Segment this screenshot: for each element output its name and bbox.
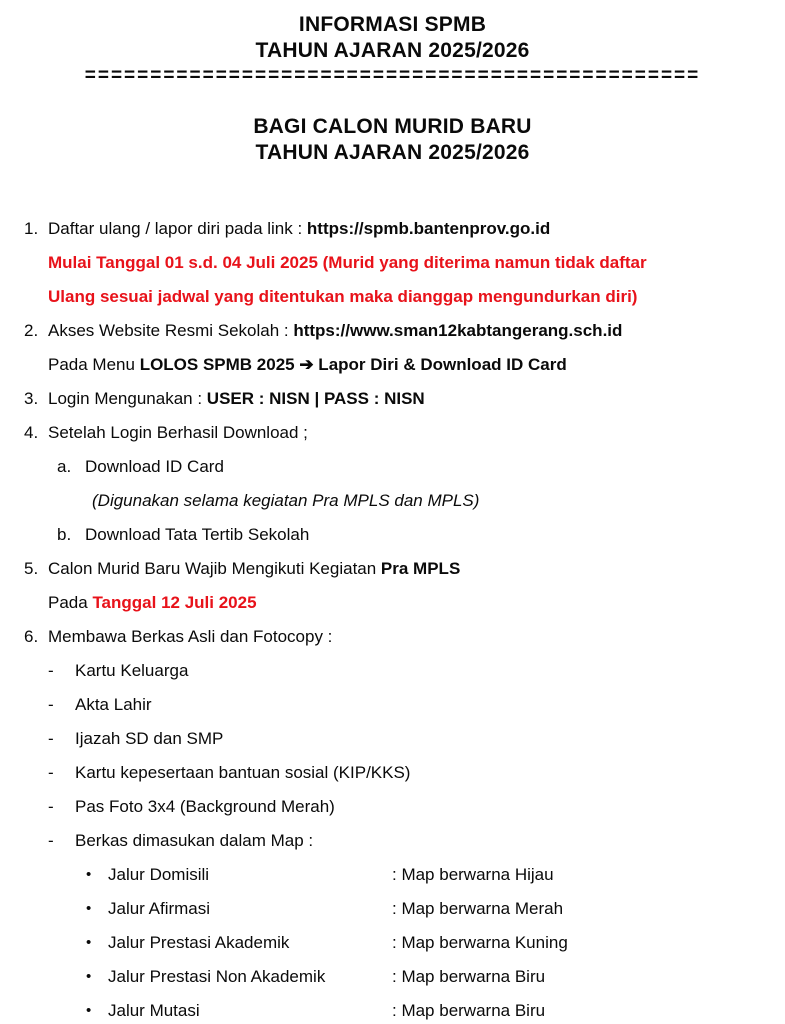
circle-bullet: • <box>86 866 92 883</box>
item-number-spacer <box>24 348 48 382</box>
sub-item-label: b. <box>57 525 72 544</box>
document-list-item <box>0 722 785 756</box>
warning-text-line2: Ulang sesuai jadwal yang ditentukan maka dianggap mengundurkan diri) <box>48 287 638 306</box>
map-route-label: Jalur Domisili <box>108 865 210 884</box>
subtitle-line2: TAHUN AJARAN 2025/2026 <box>255 141 530 164</box>
circle-bullet: • <box>86 900 92 917</box>
document-item-text: Kartu Keluarga <box>75 661 189 680</box>
list-item-5-line2 <box>0 586 785 620</box>
map-color-value: : Map berwarna Biru <box>392 1001 546 1020</box>
document-list-item <box>0 790 785 824</box>
document-list-item <box>0 756 785 790</box>
item5-event: Pra MPLS <box>380 559 461 578</box>
sub-item-4b-text: Download Tata Tertib Sekolah <box>85 525 310 544</box>
item2-menu-lead: Pada Menu <box>48 355 140 374</box>
item-text <box>48 348 785 382</box>
item5-date: Tanggal 12 Juli 2025 <box>92 593 257 612</box>
item3-lead: Login Mengunakan : <box>48 389 207 408</box>
map-color-value: : Map berwarna Hijau <box>392 865 554 884</box>
item4-lead: Setelah Login Berhasil Download ; <box>48 423 308 442</box>
document-item-text: Pas Foto 3x4 (Background Merah) <box>75 797 335 816</box>
item-number: 4. <box>24 423 39 442</box>
document-item-text: Kartu kepesertaan bantuan sosial (KIP/KKS) <box>75 763 411 782</box>
item-text <box>48 586 785 620</box>
list-item-4a <box>0 450 785 484</box>
item-number: 6. <box>24 627 39 646</box>
document-list-item <box>0 688 785 722</box>
document-title-line2: TAHUN AJARAN 2025/2026 <box>255 39 530 62</box>
item3-credentials: USER : NISN | PASS : NISN <box>206 389 425 408</box>
document-list-item <box>0 824 785 858</box>
item-number-spacer <box>24 246 48 280</box>
dash-bullet: - <box>48 831 54 850</box>
circle-bullet: • <box>86 1002 92 1019</box>
info-list <box>0 212 785 1024</box>
list-item-2 <box>0 314 785 348</box>
document-title-line1: INFORMASI SPMB <box>298 13 487 36</box>
item-number: 5. <box>24 559 39 578</box>
map-color-value: : Map berwarna Biru <box>392 967 546 986</box>
dash-bullet: - <box>48 797 54 816</box>
item-number-spacer <box>24 280 48 314</box>
map-color-row <box>0 858 785 892</box>
list-item-5 <box>0 552 785 586</box>
item-number-spacer <box>24 586 48 620</box>
map-color-row <box>0 960 785 994</box>
document-item-text: Ijazah SD dan SMP <box>75 729 224 748</box>
item-text <box>48 212 785 246</box>
document-item-text: Berkas dimasukan dalam Map : <box>75 831 314 850</box>
document-list-item <box>0 654 785 688</box>
item1-link: https://spmb.bantenprov.go.id <box>306 219 551 238</box>
list-item-6 <box>0 620 785 654</box>
map-route-label: Jalur Prestasi Non Akademik <box>108 967 326 986</box>
map-color-row <box>0 994 785 1024</box>
item5-lead: Calon Murid Baru Wajib Mengikuti Kegiatan <box>48 559 381 578</box>
item5-date-lead: Pada <box>48 593 93 612</box>
list-item-4 <box>0 416 785 450</box>
item-text <box>48 382 785 416</box>
subtitle-line1: BAGI CALON MURID BARU <box>253 115 532 138</box>
dash-bullet: - <box>48 661 54 680</box>
item-number: 1. <box>24 219 39 238</box>
item2-lead: Akses Website Resmi Sekolah : <box>48 321 294 340</box>
map-color-row <box>0 926 785 960</box>
list-item-4b <box>0 518 785 552</box>
item-text <box>48 314 785 348</box>
item-text <box>48 552 785 586</box>
dash-bullet: - <box>48 695 54 714</box>
dash-bullet: - <box>48 763 54 782</box>
sub-item-4a-text: Download ID Card <box>85 457 224 476</box>
divider-line: =============================================== <box>84 65 701 86</box>
document-header <box>0 0 785 88</box>
document-subtitle <box>0 114 785 166</box>
map-route-label: Jalur Mutasi <box>108 1001 200 1020</box>
item1-lead: Daftar ulang / lapor diri pada link : <box>48 219 307 238</box>
list-item-1-warning-1 <box>0 246 785 280</box>
circle-bullet: • <box>86 968 92 985</box>
item6-lead: Membawa Berkas Asli dan Fotocopy : <box>48 627 333 646</box>
warning-text-line1: Mulai Tanggal 01 s.d. 04 Juli 2025 (Murid yang diterima namun tidak daftar <box>48 253 647 272</box>
dash-bullet: - <box>48 729 54 748</box>
item-number: 2. <box>24 321 39 340</box>
map-color-value: : Map berwarna Merah <box>392 899 564 918</box>
map-color-row <box>0 892 785 926</box>
item-number: 3. <box>24 389 39 408</box>
list-item-2-line2 <box>0 348 785 382</box>
map-color-value: : Map berwarna Kuning <box>392 933 568 952</box>
sub-item-label: a. <box>57 457 72 476</box>
document-item-text: Akta Lahir <box>75 695 152 714</box>
item2-menu-path: LOLOS SPMB 2025 ➔ Lapor Diri & Download ID Card <box>139 355 567 374</box>
circle-bullet: • <box>86 934 92 951</box>
list-item-1-warning-2 <box>0 280 785 314</box>
sub-item-4a-note: (Digunakan selama kegiatan Pra MPLS dan MPLS) <box>92 491 480 510</box>
map-route-label: Jalur Afirmasi <box>108 899 211 918</box>
list-item-3 <box>0 382 785 416</box>
map-route-label: Jalur Prestasi Akademik <box>108 933 290 952</box>
list-item-1 <box>0 212 785 246</box>
item2-link: https://www.sman12kabtangerang.sch.id <box>293 321 623 340</box>
list-item-4a-note <box>0 484 785 518</box>
